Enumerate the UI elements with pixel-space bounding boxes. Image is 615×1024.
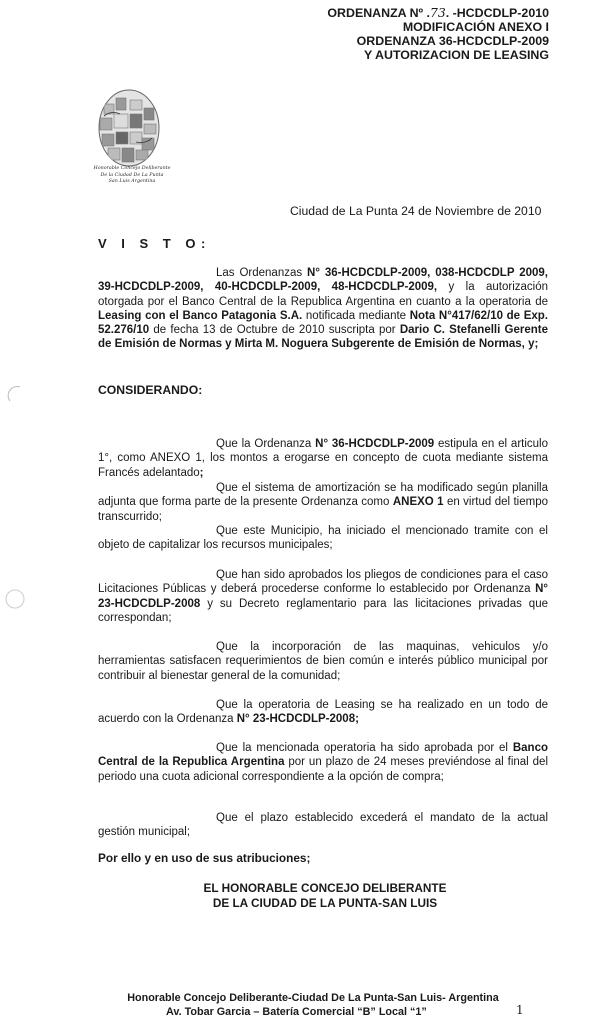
considerando-heading: CONSIDERANDO: — [98, 383, 203, 397]
header-line-2: MODIFICACIÓN ANEXO I — [402, 20, 549, 34]
considerando-paragraph-4: Que han sido aprobados los pliegos de condiciones para el caso Licitaciones Públicas y deberá procederse conforme lo establecido por Ordenanza N° 23-HCDCDLP-2008 y su Decreto reglamentario para las licitaciones privadas que correspondan; — [98, 569, 548, 624]
document-header — [219, 6, 549, 62]
considerando-paragraph-3: Que este Municipio, ha iniciado el mencionado tramite con el objeto de capitalizar los recursos municipales; — [98, 525, 548, 552]
por-ello-line: Por ello y en uso de sus atribuciones; — [98, 851, 311, 865]
header-line-4: Y AUTORIZACION DE LEASING — [364, 48, 549, 62]
header-line-3: ORDENANZA 36-HCDCDLP-2009 — [356, 34, 549, 48]
visto-paragraph: Las Ordenanzas N° 36-HCDCDLP-2009, 038-HCDCDLP 2009, 39-HCDCDLP-2009, 40-HCDCDLP-2009, 48-HCDCDLP-2009, y la autorización otorgada por el Banco Central de la Republica Argentina en cuanto a la operatoria de Leasing con el Banco Patagonia S.A. notificada mediante Nota N°417/62/10 de Exp. 52.276/10 de fecha 13 de Octubre de 2010 suscripta por Dario C. Stefanelli Gerente de Emisión de Normas y Mirta M. Noguera Subgerente de Emisión de Normas, y; — [98, 267, 548, 351]
ordinance-number-line: ORDENANZA Nº .73. -HCDCDLP-2010 — [327, 5, 549, 20]
considerando-paragraph-6: Que la operatoria de Leasing se ha realizado en un todo de acuerdo con la Ordenanza N° 23-HCDCDLP-2008; — [98, 699, 548, 726]
footer-address-line-1: Honorable Concejo Deliberante-Ciudad De La Punta-San Luis- Argentina — [127, 992, 499, 1004]
logo-caption: Honorable Concejo Deliberante De la Ciudad De La Punta San Luis Argentina — [93, 166, 171, 185]
considerando-paragraph-1: Que la Ordenanza N° 36-HCDCDLP-2009 estipula en el articulo 1°, como ANEXO 1, los montos a erogarse en concepto de cuota mediante sistema Francés adelantado; — [98, 438, 549, 479]
document-date: Ciudad de La Punta 24 de Noviembre de 2010 — [290, 204, 542, 218]
visto-heading: V I S T O: — [98, 236, 211, 251]
council-heading: EL HONORABLE CONCEJO DELIBERANTE DE LA CIUDAD DE LA PUNTA-SAN LUIS — [203, 881, 447, 910]
considerando-paragraph-7: Que la mencionada operatoria ha sido aprobada por el Banco Central de la Republica Argentina por un plazo de 24 meses previéndose al final del periodo una cuota adicional correspondiente a la opción de compra; — [98, 742, 548, 783]
considerando-paragraph-8: Que el plazo establecido excederá el mandato de la actual gestión municipal; — [98, 812, 548, 839]
considerando-paragraph-5: Que la incorporación de las maquinas, vehiculos y/o herramientas satisfacen requerimientos de bien común e interés público municipal por contribuir al bienestar general de la comunidad; — [98, 641, 548, 682]
council-logo-icon — [86, 86, 172, 178]
punch-hole-icon — [4, 588, 26, 610]
punch-hole-icon — [4, 383, 26, 405]
considerando-paragraph-2: Que el sistema de amortización se ha modificado según planilla adjunta que forma parte de la presente Ordenanza como ANEXO 1 en virtud del tiempo transcurrido; — [98, 482, 549, 523]
handwritten-number: 73 — [429, 5, 446, 20]
page-number: 1 — [516, 1003, 524, 1017]
footer-address-line-2: Av. Tobar Garcia – Batería Comercial “B” Local “1” — [166, 1006, 427, 1018]
